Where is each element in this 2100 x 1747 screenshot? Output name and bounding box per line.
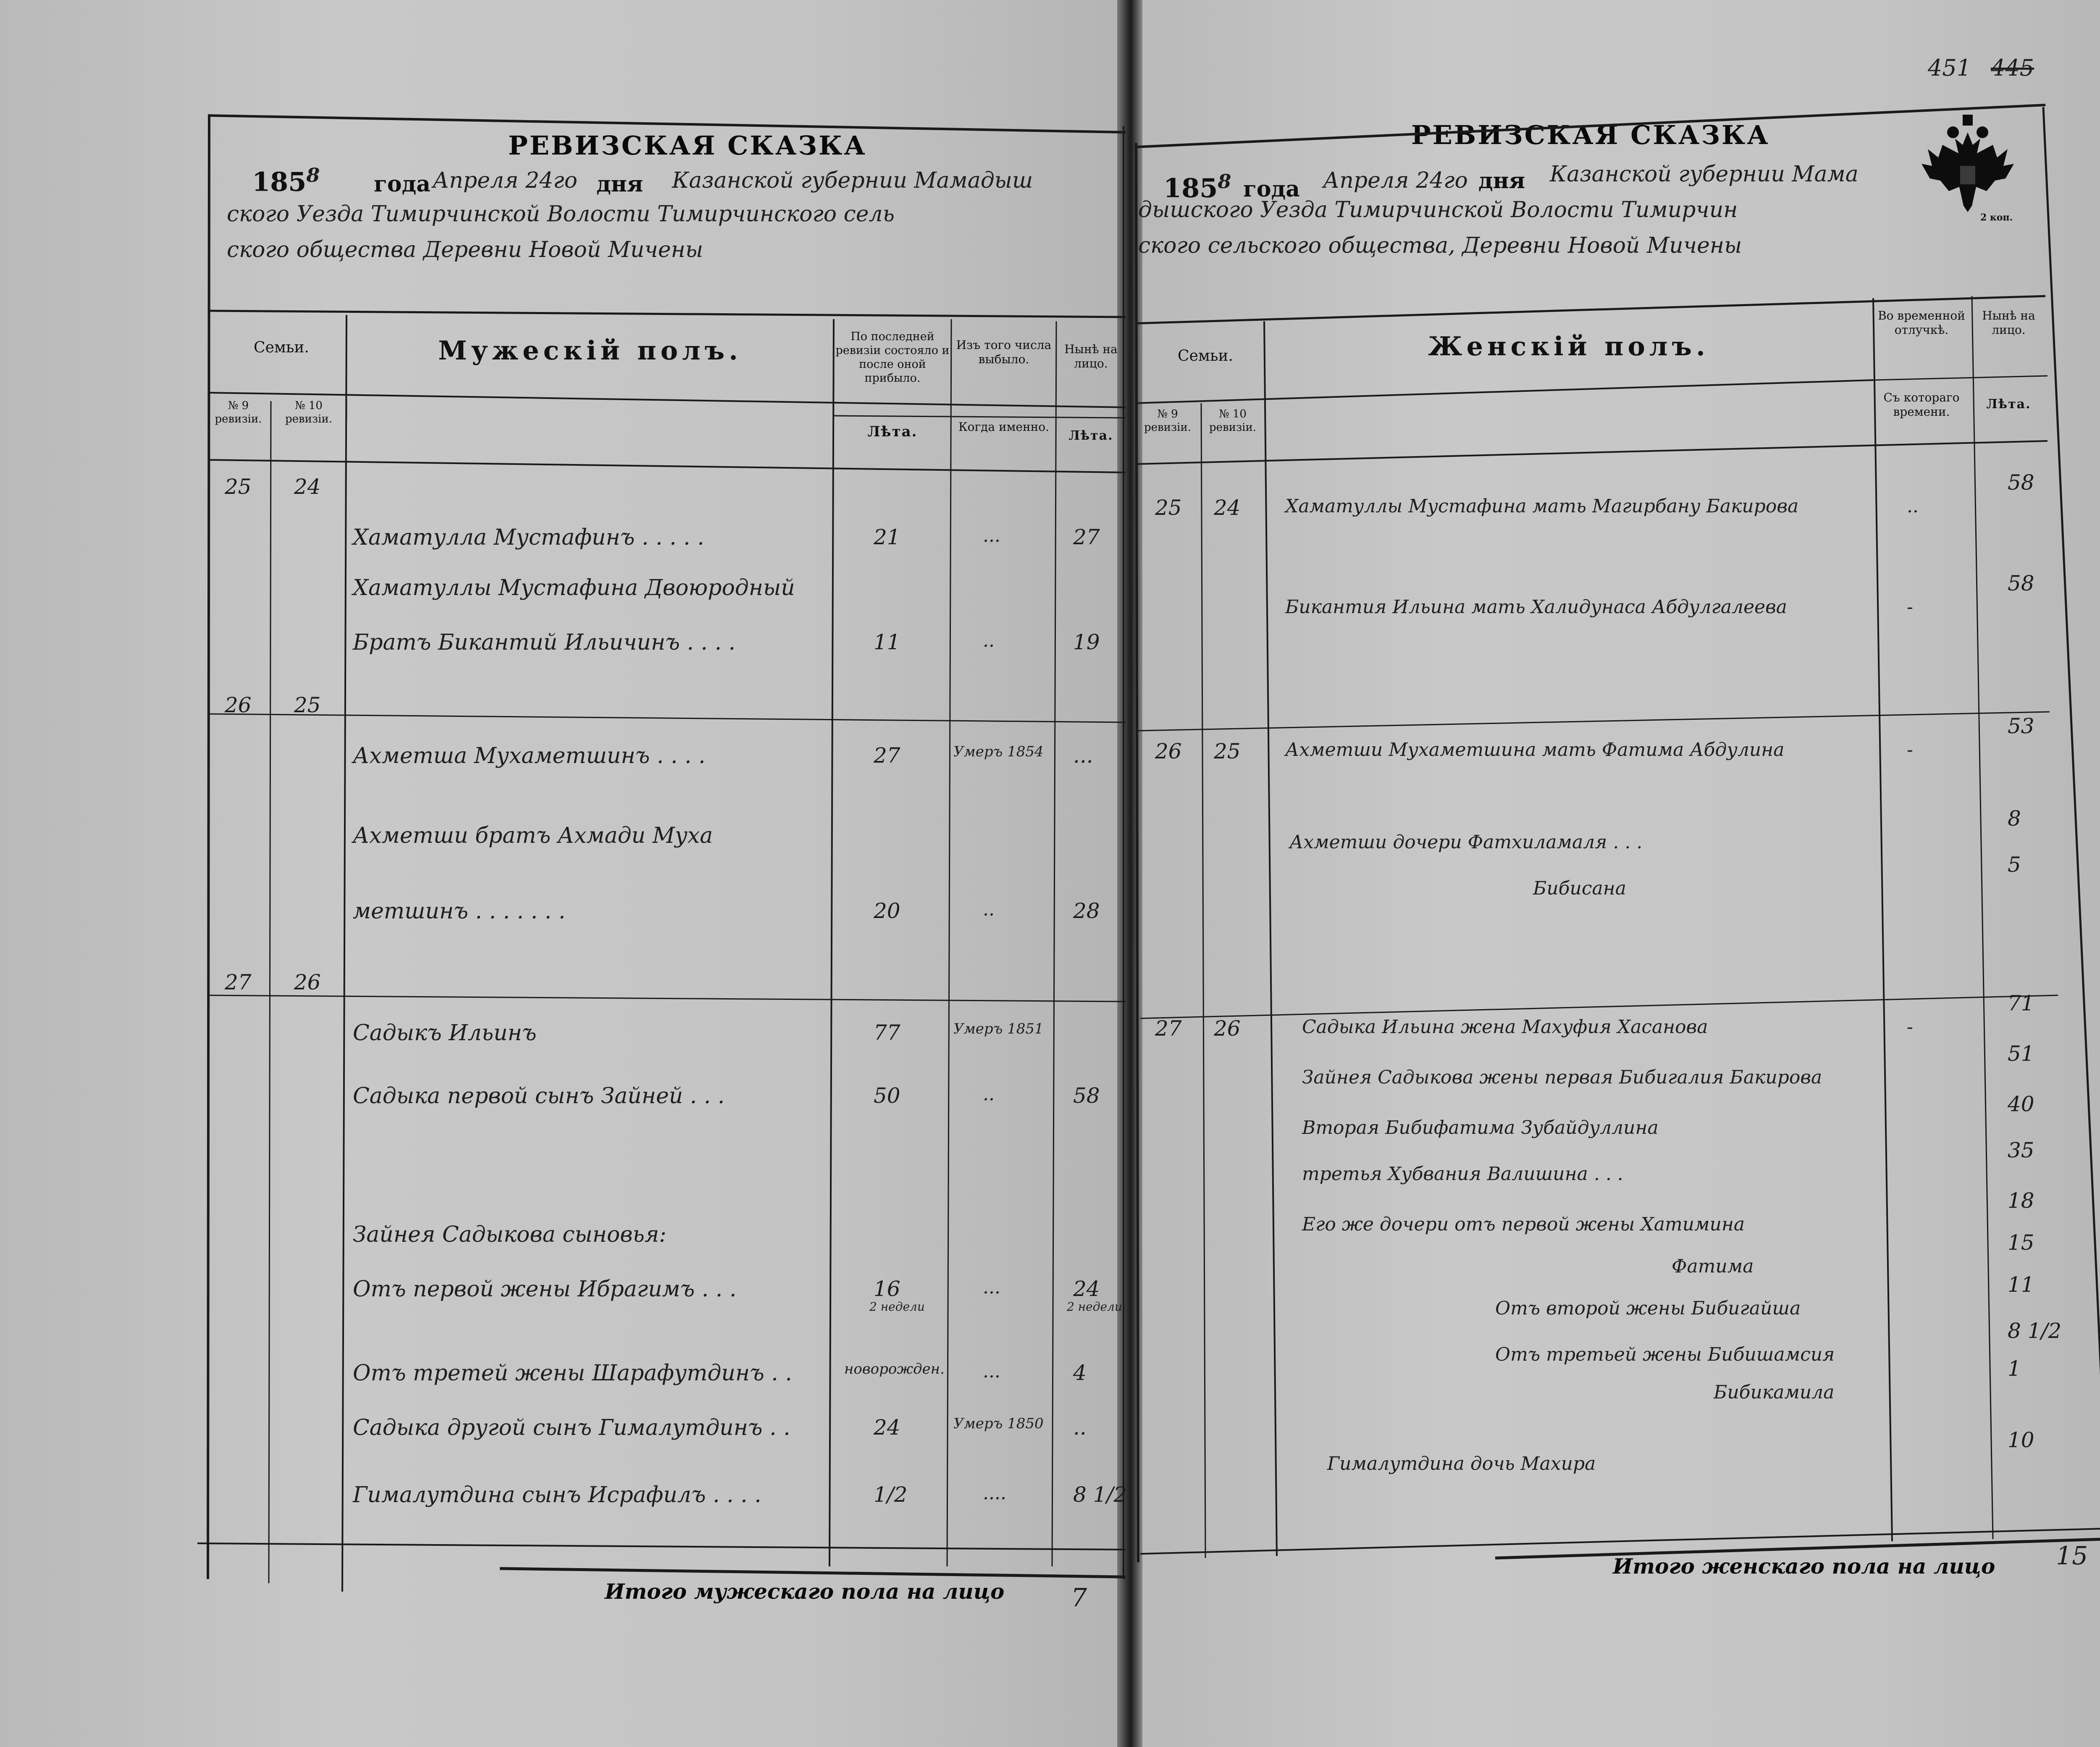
left-family-rev10: 24	[294, 475, 321, 499]
left-entry-when: Умеръ 1854	[953, 743, 1044, 760]
left-entry-now: 27	[1073, 525, 1100, 549]
right-entry-age: 1	[2008, 1356, 2021, 1381]
sheet-note: 2 коп.	[1980, 212, 2013, 223]
left-entry-name: Отъ третей жены Шарафутдинъ . .	[353, 1361, 792, 1386]
left-entry-age: 20	[874, 899, 900, 923]
right-entry-age: 53	[2008, 714, 2034, 738]
left-entry-name: Гималутдина сынъ Исрафилъ . . . .	[353, 1482, 761, 1508]
right-entry-age: 51	[2008, 1041, 2034, 1066]
right-hdr-present: Нынѣ на лицо.	[1982, 309, 2035, 337]
left-entry-age: новорожден.	[844, 1361, 945, 1377]
right-date: Апреля 24го	[1323, 168, 1468, 193]
left-family-rev9: 27	[225, 970, 252, 994]
right-title: РЕВИЗСКАЯ СКАЗКА	[1411, 120, 1770, 150]
left-entry-name: Садыкъ Ильинъ	[353, 1020, 537, 1046]
right-entry-name: Фатима	[1672, 1256, 1754, 1277]
left-entry-age: 1/2	[874, 1482, 908, 1507]
right-entry-name: Ахметши дочери Фатхиламаля . . .	[1289, 832, 1643, 853]
right-entry-age: 71	[2008, 991, 2034, 1015]
left-entry-now: 4	[1073, 1361, 1087, 1385]
right-entry-since: -	[1907, 739, 1913, 761]
right-entry-age: 15	[2008, 1230, 2034, 1255]
left-entry-name: метшинъ . . . . . . .	[353, 899, 566, 924]
right-entry-age: 35	[2008, 1138, 2034, 1162]
left-entry-when: ....	[983, 1482, 1006, 1504]
left-hdr-sex: Мужескій полъ.	[438, 335, 742, 366]
left-hdr-rev10: № 10 ревизіи.	[285, 399, 333, 425]
right-entry-age: 58	[2008, 470, 2034, 495]
right-entry-name: Бибикамила	[1714, 1382, 1835, 1403]
left-family-rev9: 25	[225, 475, 252, 499]
right-family-rev9: 27	[1155, 1016, 1182, 1041]
right-entry-name: Зайнея Садыкова жены первая Бибигалия Бакирова	[1302, 1067, 1822, 1088]
left-entry-when: ...	[983, 1277, 1000, 1298]
left-title: РЕВИЗСКАЯ СКАЗКА	[508, 130, 867, 161]
left-entry-name: Ахметши братъ Ахмади Муха	[353, 823, 713, 848]
left-place-line3: ского общества Деревни Новой Мичены	[227, 237, 704, 262]
right-hdr-families: Семьи.	[1178, 347, 1233, 365]
right-entry-name: третья Хубвания Валишина . . .	[1302, 1163, 1623, 1185]
right-entry-age: 10	[2008, 1428, 2034, 1452]
left-entry-age: 16	[874, 1277, 900, 1301]
left-entry-age: 50	[874, 1083, 900, 1108]
left-total-value: 7	[1071, 1583, 1087, 1613]
right-hdr-rev9: № 9 ревизіи.	[1144, 408, 1192, 434]
left-entry-when: ..	[983, 1083, 995, 1105]
right-family-rev10: 25	[1214, 739, 1241, 763]
left-entry-age: 77	[874, 1020, 900, 1045]
left-place-line1: Казанской губернии Мамадыш	[672, 168, 1033, 193]
left-entry-now: 19	[1073, 630, 1100, 654]
left-entry-name: Хаматулла Мустафинъ . . . . .	[353, 525, 704, 550]
left-family-rev10: 25	[294, 693, 321, 717]
left-entry-when: Умеръ 1850	[953, 1415, 1044, 1432]
right-entry-name: Бибисана	[1533, 878, 1626, 899]
right-entry-name: Отъ второй жены Бибигайша	[1495, 1298, 1801, 1319]
left-entry-age-note: 2 недели	[869, 1300, 925, 1314]
left-place-line2: ского Уезда Тимирчинской Волости Тимирчинского сель	[227, 202, 895, 227]
left-hdr-families: Семьи.	[254, 339, 309, 356]
left-entry-name: Ахметша Мухаметшинъ . . . .	[353, 743, 706, 769]
left-entry-when: ...	[983, 1361, 1000, 1382]
right-entry-age: 5	[2008, 853, 2021, 877]
right-year: $185^8$	[1163, 170, 1231, 204]
left-family-rev10: 26	[294, 970, 321, 994]
right-hdr-years: Лѣта.	[1986, 397, 2031, 412]
left-entry-when: Умеръ 1851	[953, 1020, 1044, 1037]
right-entry-name: Вторая Бибифатима Зубайдуллина	[1302, 1117, 1659, 1138]
left-entry-now: 24	[1073, 1277, 1100, 1301]
right-family-rev10: 26	[1214, 1016, 1241, 1041]
left-hdr-present: Нынѣ на лицо.	[1064, 342, 1118, 370]
left-entry-name: Садыка первой сынъ Зайней . . .	[353, 1083, 725, 1109]
right-entry-since: -	[1907, 596, 1913, 618]
left-hdr-years1: Лѣта.	[867, 423, 918, 440]
right-page	[1134, 0, 2100, 1747]
left-entry-when: ..	[983, 899, 995, 920]
right-entry-age: 58	[2008, 571, 2034, 595]
right-entry-age: 18	[2008, 1188, 2034, 1213]
left-entry-age: 27	[874, 743, 900, 768]
left-hdr-years2: Лѣта.	[1068, 428, 1113, 443]
right-entry-since: -	[1907, 1016, 1913, 1038]
right-total-label: Итого женскаго пола на лицо	[1613, 1554, 1995, 1579]
right-entry-name: Отъ третьей жены Бибишамсия	[1495, 1344, 1835, 1365]
right-entry-since: ..	[1907, 496, 1919, 517]
right-hdr-sex: Женскій полъ.	[1428, 331, 1709, 362]
right-entry-name: Его же дочери отъ первой жены Хатимина	[1302, 1214, 1745, 1235]
left-goda-label: года	[374, 171, 430, 197]
right-hdr-since: Съ котораго времени.	[1883, 391, 1960, 419]
right-family-rev9: 26	[1155, 739, 1182, 763]
page-number-old: 451	[1928, 55, 1971, 81]
left-total-label: Итого мужескаго пола на лицо	[605, 1579, 1005, 1604]
right-entry-age: 8	[2008, 806, 2021, 831]
right-place-line2: дышского Уезда Тимирчинской Волости Тимирчин	[1138, 197, 1738, 223]
left-entry-now: 58	[1073, 1083, 1100, 1108]
left-entry-name: Садыка другой сынъ Гималутдинъ . .	[353, 1415, 790, 1440]
right-family-rev9: 25	[1155, 496, 1182, 520]
left-hdr-last-rev: По последней ревизіи состояло и после оной прибыло.	[835, 330, 950, 385]
right-entry-age: 11	[2008, 1272, 2034, 1297]
right-entry-age: 40	[2008, 1092, 2034, 1116]
right-hdr-absence: Во временной отлучкѣ.	[1878, 309, 1965, 337]
left-family-rev9: 26	[225, 693, 252, 717]
left-entry-now: 28	[1073, 899, 1100, 923]
right-entry-name: Ахметши Мухаметшина мать Фатима Абдулина	[1285, 739, 1785, 761]
left-entry-when: ...	[983, 525, 1000, 546]
left-entry-age: 24	[874, 1415, 900, 1440]
right-place-line1: Казанской губернии Мама	[1550, 162, 1858, 187]
right-entry-name: Гималутдина дочь Махира	[1327, 1453, 1596, 1474]
right-goda-label: года	[1243, 176, 1300, 202]
right-entry-name: Хаматуллы Мустафина мать Магирбану Бакирова	[1285, 496, 1799, 517]
right-total-value: 15	[2056, 1541, 2088, 1571]
right-family-rev10: 24	[1214, 496, 1241, 520]
left-entry-age: 21	[874, 525, 900, 549]
right-hdr-rev10: № 10 ревизіи.	[1209, 408, 1257, 434]
left-entry-name: Отъ первой жены Ибрагимъ . . .	[353, 1277, 737, 1302]
left-entry-name: Зайнея Садыкова сыновья:	[353, 1222, 667, 1247]
left-hdr-departed: Изъ того числа выбыло.	[956, 338, 1052, 366]
right-entry-age: 8 1/2	[2008, 1319, 2062, 1343]
left-entry-name: Хаматуллы Мустафина Двоюродный	[353, 575, 795, 601]
left-year: $185^8$	[252, 164, 320, 197]
right-place-line3: ского сельского общества, Деревни Новой Мичены	[1138, 233, 1742, 258]
left-entry-now-note: 2 недели	[1067, 1300, 1122, 1314]
right-entry-name: Бикантия Ильина мать Халидунаса Абдулгалеева	[1285, 596, 1788, 618]
left-dnya-label: дня	[596, 171, 643, 197]
left-entry-now: ...	[1073, 743, 1093, 768]
left-hdr-rev9: № 9 ревизіи.	[215, 399, 262, 425]
left-entry-now: ..	[1073, 1415, 1087, 1440]
page-number-new: 445	[1991, 55, 2034, 81]
left-entry-when: ..	[983, 630, 995, 651]
left-hdr-when: Когда именно.	[958, 420, 1050, 434]
right-entry-name: Садыка Ильина жена Махуфия Хасанова	[1302, 1016, 1708, 1038]
right-dnya-label: дня	[1478, 168, 1525, 194]
left-entry-age: 11	[874, 630, 900, 654]
left-entry-now: 8 1/2	[1073, 1482, 1127, 1507]
left-entry-name: Братъ Бикантий Ильичинъ . . . .	[353, 630, 736, 655]
left-date: Апреля 24го	[433, 168, 578, 193]
